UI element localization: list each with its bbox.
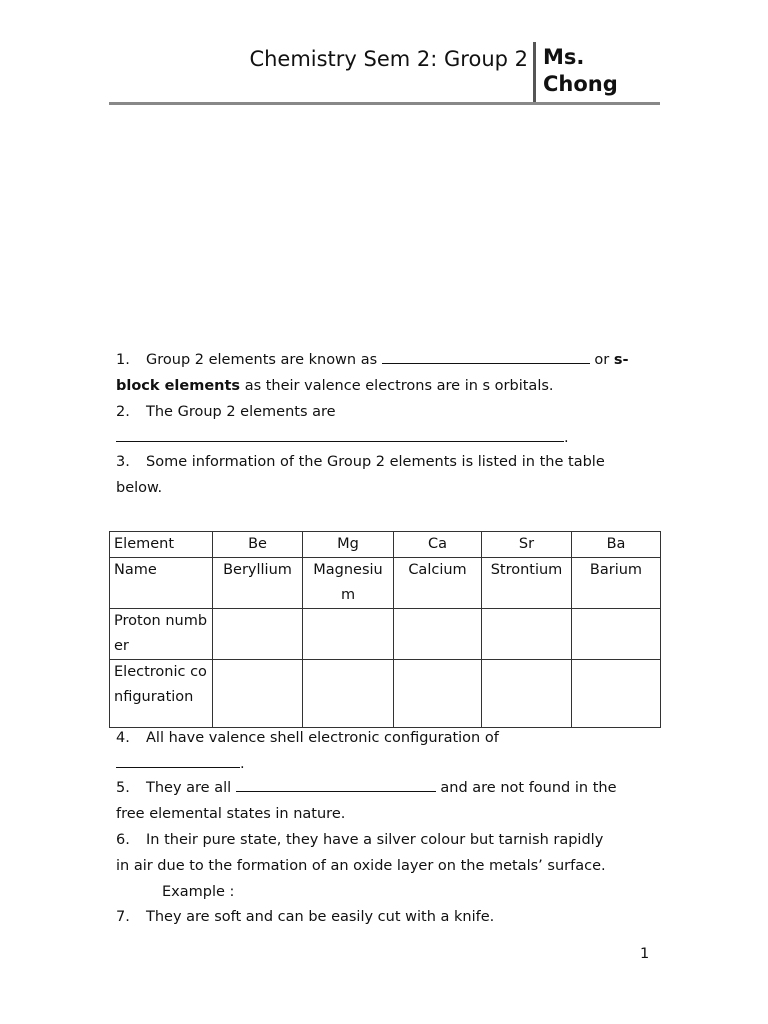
answer-cell[interactable]	[213, 660, 303, 728]
question-number: 7.	[116, 909, 130, 925]
author-name	[543, 44, 653, 98]
question-number: 5.	[116, 780, 130, 796]
question-number: 2.	[116, 404, 130, 420]
table-row	[110, 660, 661, 728]
answer-cell[interactable]	[572, 609, 661, 660]
table-cell: Be	[213, 532, 303, 558]
table-cell: Mg	[303, 532, 394, 558]
table-cell: Calcium	[394, 558, 482, 609]
line-end: .	[240, 756, 245, 772]
question-text: and are not found in the	[440, 780, 617, 796]
question-text: In their pure state, they have a silver colour but tarnish rapidly	[146, 832, 604, 848]
answer-blank[interactable]	[116, 754, 240, 768]
question-text: below.	[116, 480, 163, 496]
question-7	[116, 904, 661, 930]
table-row	[110, 609, 661, 660]
question-text: or	[594, 352, 610, 368]
question-text: in air due to the formation of an oxide layer on the metals’ surface.	[116, 858, 606, 874]
answer-blank[interactable]	[116, 428, 564, 442]
question-text: The Group 2 elements are	[146, 404, 336, 420]
question-1	[116, 347, 661, 399]
document-title: Chemistry Sem 2: Group 2	[249, 47, 528, 71]
answer-cell[interactable]	[482, 660, 572, 728]
page-number: 1	[640, 946, 650, 962]
table-cell: Strontium	[482, 558, 572, 609]
question-5	[116, 775, 661, 827]
table-row	[110, 558, 661, 609]
question-text: free elemental states in nature.	[116, 806, 346, 822]
answer-cell[interactable]	[572, 660, 661, 728]
table-cell: Name	[110, 558, 213, 609]
bold-term: block elements	[116, 378, 241, 394]
answer-cell[interactable]	[482, 609, 572, 660]
answer-cell[interactable]	[394, 609, 482, 660]
author-line-2: Chong	[543, 72, 618, 96]
table-cell: Beryllium	[213, 558, 303, 609]
answer-cell[interactable]	[303, 609, 394, 660]
question-text: as their valence electrons are in s orbitals.	[244, 378, 554, 394]
answer-blank[interactable]	[236, 778, 436, 792]
question-2	[116, 399, 661, 451]
example-label: Example :	[162, 884, 235, 900]
question-3	[116, 449, 661, 501]
bold-term: s-	[613, 352, 629, 368]
table-cell: Electronic configuration	[110, 660, 213, 728]
table-row	[110, 532, 661, 558]
table-cell: Ba	[572, 532, 661, 558]
question-text: They are all	[146, 780, 232, 796]
element-table	[109, 531, 661, 728]
question-6	[116, 827, 661, 905]
answer-cell[interactable]	[213, 609, 303, 660]
question-number: 4.	[116, 730, 130, 746]
answer-cell[interactable]	[303, 660, 394, 728]
question-number: 6.	[116, 832, 130, 848]
answer-cell[interactable]	[394, 660, 482, 728]
question-4	[116, 725, 661, 777]
question-text: Some information of the Group 2 elements is listed in the table	[146, 454, 605, 470]
table-cell: Proton number	[110, 609, 213, 660]
answer-blank[interactable]	[382, 350, 590, 364]
table-cell: Ca	[394, 532, 482, 558]
header-rule	[109, 102, 660, 105]
table-cell: Magnesium	[303, 558, 394, 609]
author-line-1: Ms.	[543, 45, 585, 69]
question-number: 3.	[116, 454, 130, 470]
question-text: All have valence shell electronic configuration of	[146, 730, 499, 746]
table-cell: Sr	[482, 532, 572, 558]
table-cell: Element	[110, 532, 213, 558]
table-cell: Barium	[572, 558, 661, 609]
question-text: They are soft and can be easily cut with a knife.	[146, 909, 495, 925]
header-divider	[533, 42, 536, 103]
question-number: 1.	[116, 352, 130, 368]
line-end: .	[564, 430, 569, 446]
question-text: Group 2 elements are known as	[146, 352, 378, 368]
